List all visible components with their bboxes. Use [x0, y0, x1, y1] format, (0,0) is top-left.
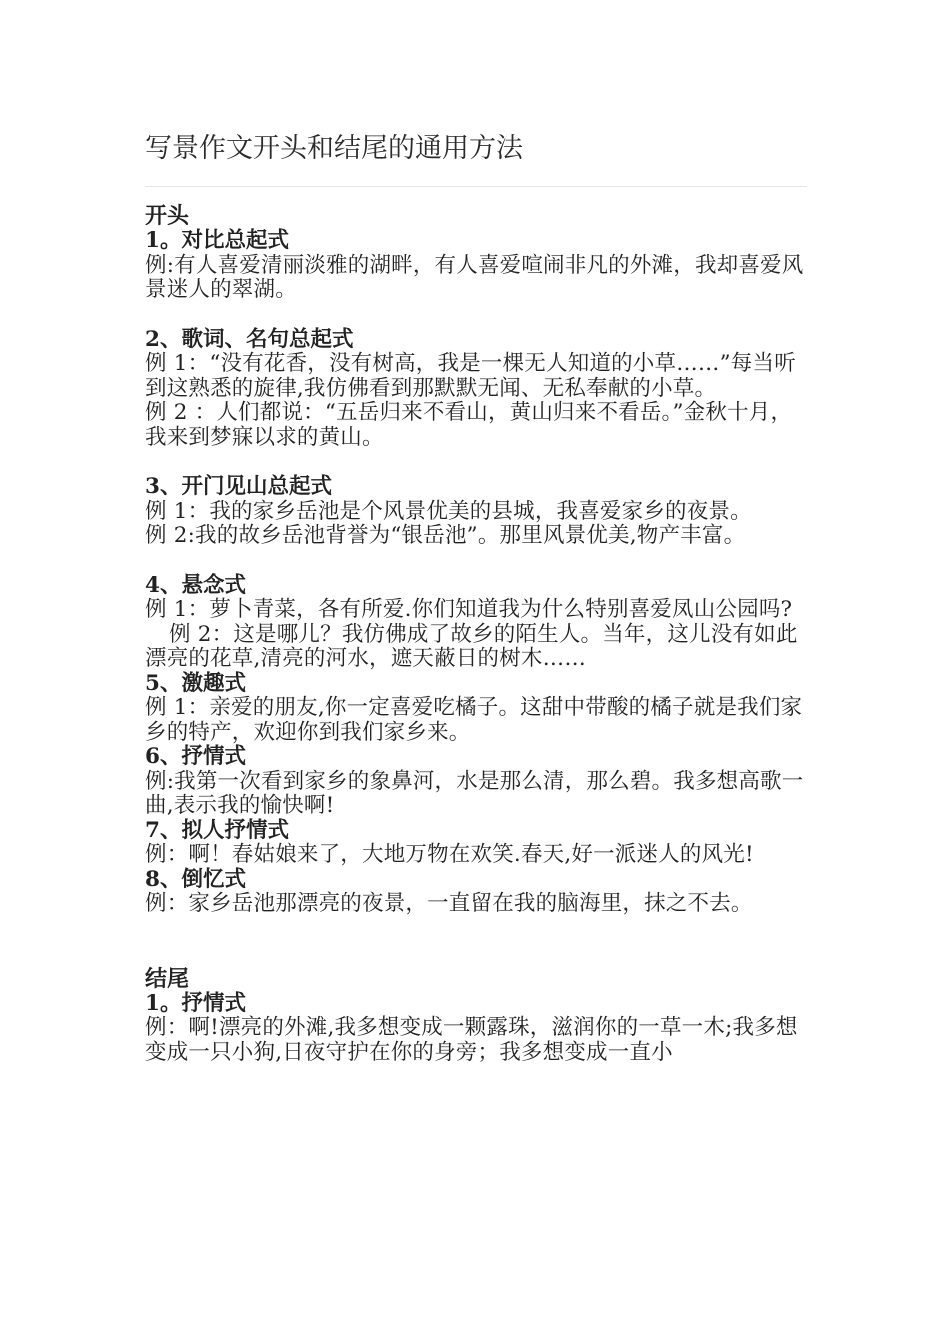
example-paragraph: 例:有人喜爱清丽淡雅的湖畔，有人喜爱喧闹非凡的外滩，我却喜爱风景迷人的翠湖。 [145, 252, 804, 302]
example-paragraph: 例 1：萝卜青菜，各有所爱.你们知道我为什么特别喜爱凤山公园吗? [145, 597, 793, 622]
example-paragraph: 例 1：我的家乡岳池是个风景优美的县城，我喜爱家乡的夜景。 [145, 498, 752, 524]
spacer [145, 549, 807, 574]
spacer [145, 303, 807, 328]
item-heading: 4、悬念式 [145, 572, 246, 598]
example-paragraph: 例:我第一次看到家乡的象鼻河，水是那么清，那么碧。我多想高歌一曲,表示我的愉快啊! [145, 768, 804, 818]
item-heading: 1。抒情式 [145, 990, 246, 1016]
item-heading: 8、倒忆式 [145, 866, 246, 892]
item-heading: 2、歌词、名句总起式 [145, 326, 354, 352]
document-body [145, 204, 807, 1065]
example-paragraph: 例 2:我的故乡岳池背誉为“银岳池”。那里风景优美,物产丰富。 [145, 523, 746, 548]
section-heading-opening: 开头 [145, 203, 190, 229]
title-divider [145, 186, 807, 187]
section-heading-ending: 结尾 [145, 965, 190, 992]
item-heading: 5、激趣式 [145, 670, 246, 696]
example-paragraph: 例：家乡岳池那漂亮的夜景，一直留在我的脑海里，抹之不去。 [145, 891, 753, 916]
example-paragraph: 例：啊！春姑娘来了，大地万物在欢笑.春天,好一派迷人的风光! [145, 842, 754, 867]
example-paragraph: 例 1：亲爱的朋友,你一定喜爱吃橘子。这甜中带酸的橘子就是我们家乡的特产，欢迎你到我们家乡来。 [145, 695, 803, 745]
spacer [145, 917, 807, 967]
item-heading: 1。对比总起式 [145, 228, 289, 253]
example-paragraph: 例：啊!漂亮的外滩,我多想变成一颗露珠，滋润你的一草一木;我多想变成一只小狗,日夜守护在你的身旁；我多想变成一直小 [145, 1015, 798, 1065]
example-paragraph: 例 2：这是哪儿？我仿佛成了故乡的陌生人。当年，这儿没有如此漂亮的花草,清亮的河水，遮天蔽日的树木…… [145, 621, 798, 671]
example-paragraph: 例 2 ：人们都说：“五岳归来不看山，黄山归来不看岳。”金秋十月，我来到梦寐以求的黄山。 [145, 400, 793, 450]
spacer [145, 450, 807, 475]
item-heading: 7、拟人抒情式 [145, 817, 289, 843]
example-paragraph: 例 1：“没有花香，没有树高，我是一棵无人知道的小草……”每当听到这熟悉的旋律,我仿佛看到那默默无闻、无私奉献的小草。 [145, 351, 796, 401]
item-heading: 3、开门见山总起式 [145, 474, 332, 499]
item-heading: 6、抒情式 [145, 744, 246, 769]
page-title: 写景作文开头和结尾的通用方法 [145, 133, 523, 164]
